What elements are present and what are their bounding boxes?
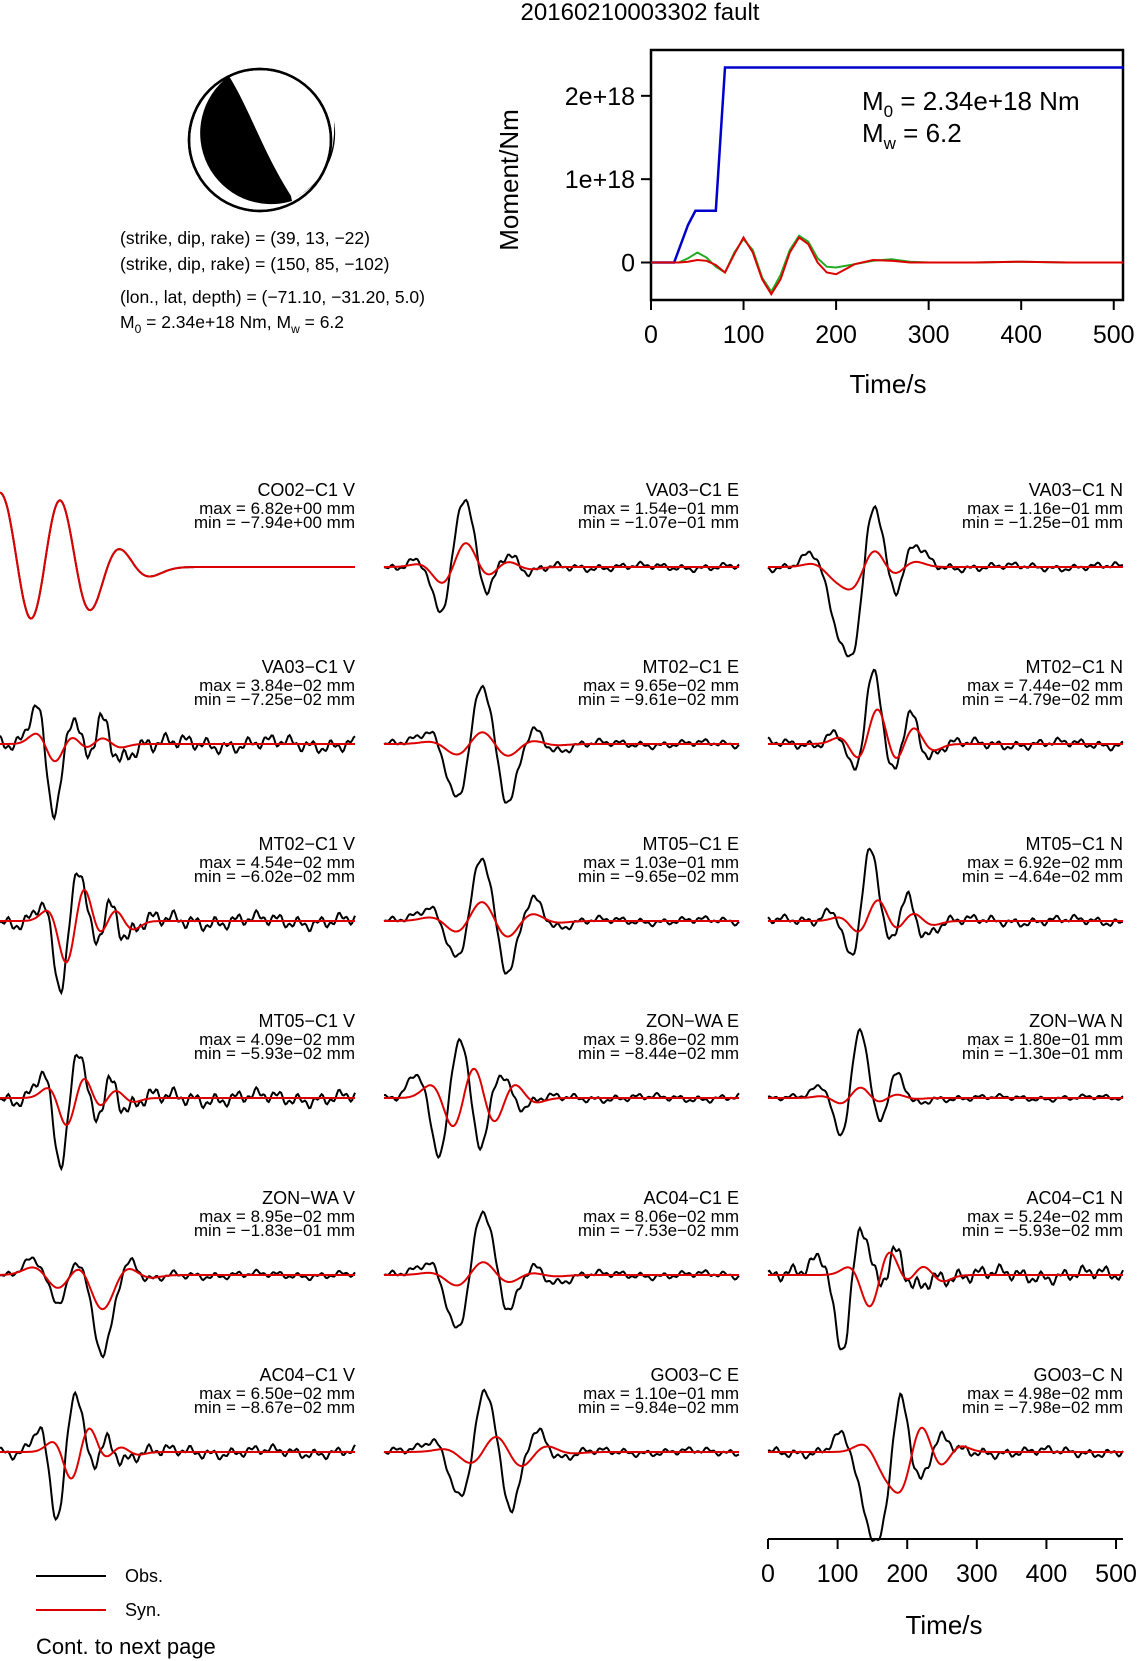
- waveform-max-label: max = 7.44e−02 mm: [967, 676, 1123, 695]
- waveform-station-label: AC04−C1 V: [259, 1365, 355, 1385]
- moment-series-2: [651, 238, 1123, 295]
- waveform-panel: [0, 1365, 355, 1519]
- waveform-xtick-label-2: 200: [886, 1560, 929, 1588]
- waveform-min-label: min = −1.07e−01 mm: [577, 513, 739, 532]
- waveform-panel: [0, 1188, 355, 1357]
- waveform-time-axis: [761, 1539, 1137, 1640]
- waveform-station-label: AC04−C1 E: [643, 1188, 739, 1208]
- moment-annotation-mw: $M_w = 6.2$: [862, 118, 962, 153]
- waveform-station-label: MT05−C1 E: [642, 834, 739, 854]
- moment-xtick-label-3: 300: [907, 321, 950, 349]
- moment-ylabel: Moment/Nm: [494, 109, 524, 251]
- waveform-panel: [0, 480, 355, 619]
- waveform-xtick-label-5: 500: [1095, 1560, 1137, 1588]
- waveform-station-label: MT05−C1 V: [258, 1011, 355, 1031]
- waveform-min-label: min = −6.02e−02 mm: [193, 867, 355, 886]
- waveform-panel: [768, 1011, 1123, 1135]
- moment-x-axis: [644, 300, 1135, 349]
- mechanism-moment: $M_0 = 2.34e+18$ Nm, $M_w = 6.2$: [120, 312, 345, 336]
- waveform-min-label: min = −4.79e−02 mm: [961, 690, 1123, 709]
- waveform-panel: [0, 1011, 355, 1169]
- waveform-station-label: VA03−C1 E: [645, 480, 739, 500]
- waveform-station-label: GO03−C E: [650, 1365, 739, 1385]
- waveform-min-label: min = −1.25e−01 mm: [961, 513, 1123, 532]
- waveform-panel: [384, 1188, 739, 1327]
- waveform-observed: [0, 874, 355, 993]
- moment-xtick-label-2: 200: [815, 321, 857, 349]
- moment-xlabel: Time/s: [849, 369, 927, 399]
- waveform-min-label: min = −7.94e+00 mm: [193, 513, 355, 532]
- waveform-min-label: min = −7.25e−02 mm: [193, 690, 355, 709]
- waveform-panel: [384, 480, 739, 612]
- waveform-station-label: GO03−C N: [1033, 1365, 1123, 1385]
- waveform-xtick-label-3: 300: [955, 1560, 998, 1588]
- waveform-xtick-label-1: 100: [816, 1560, 859, 1588]
- moment-xtick-label-1: 100: [722, 321, 765, 349]
- waveform-max-label: max = 1.16e−01 mm: [967, 499, 1123, 518]
- waveform-observed: [0, 1055, 355, 1169]
- waveform-max-label: max = 1.80e−01 mm: [967, 1030, 1123, 1049]
- waveform-min-label: min = −8.44e−02 mm: [577, 1044, 739, 1063]
- waveform-max-label: max = 4.09e−02 mm: [199, 1030, 355, 1049]
- waveform-panel: [0, 834, 355, 993]
- moment-ytick-label-0: 0: [621, 249, 635, 278]
- legend-obs-label: Obs.: [125, 1566, 164, 1586]
- mechanism-plane1: (strike, dip, rake) = (39, 13, −22): [120, 228, 370, 248]
- waveform-max-label: max = 1.10e−01 mm: [583, 1384, 739, 1403]
- moment-xtick-label-0: 0: [644, 321, 658, 349]
- waveform-station-label: VA03−C1 N: [1028, 480, 1123, 500]
- waveform-station-label: AC04−C1 N: [1026, 1188, 1123, 1208]
- moment-ytick-label-1: 1e+18: [564, 166, 635, 195]
- waveform-max-label: max = 1.54e−01 mm: [583, 499, 739, 518]
- moment-series-1: [651, 236, 1123, 292]
- waveform-max-label: max = 3.84e−02 mm: [199, 676, 355, 695]
- waveform-min-label: min = −9.61e−02 mm: [577, 690, 739, 709]
- waveform-max-label: max = 6.50e−02 mm: [199, 1384, 355, 1403]
- moment-xtick-label-5: 500: [1092, 321, 1135, 349]
- waveform-min-label: min = −4.64e−02 mm: [961, 867, 1123, 886]
- waveform-max-label: max = 5.24e−02 mm: [967, 1207, 1123, 1226]
- waveform-min-label: min = −8.67e−02 mm: [193, 1398, 355, 1417]
- waveform-station-label: MT02−C1 V: [258, 834, 355, 854]
- waveform-min-label: min = −5.93e−02 mm: [193, 1044, 355, 1063]
- waveform-synthetic: [384, 543, 739, 583]
- waveform-min-label: min = −9.84e−02 mm: [577, 1398, 739, 1417]
- waveform-panel: [768, 1365, 1123, 1541]
- waveform-panel: [768, 834, 1123, 955]
- waveform-min-label: min = −7.53e−02 mm: [577, 1221, 739, 1240]
- mechanism-location: (lon., lat, depth) = (−71.10, −31.20, 5.0): [120, 287, 425, 307]
- waveform-max-label: max = 4.98e−02 mm: [967, 1384, 1123, 1403]
- waveform-max-label: max = 9.65e−02 mm: [583, 676, 739, 695]
- footer-continued: Cont. to next page: [36, 1634, 216, 1659]
- waveform-max-label: max = 6.92e−02 mm: [967, 853, 1123, 872]
- figure-title: 20160210003302 fault: [520, 0, 760, 26]
- waveform-grid: [0, 480, 1123, 1541]
- waveform-observed: [768, 1228, 1123, 1349]
- waveform-panel: [384, 1011, 739, 1157]
- waveform-station-label: MT02−C1 E: [642, 657, 739, 677]
- waveform-min-label: min = −5.93e−02 mm: [961, 1221, 1123, 1240]
- waveform-max-label: max = 9.86e−02 mm: [583, 1030, 739, 1049]
- waveform-panel: [0, 657, 355, 818]
- waveform-panel: [768, 657, 1123, 770]
- waveform-max-label: max = 1.03e−01 mm: [583, 853, 739, 872]
- waveform-station-label: CO02−C1 V: [257, 480, 355, 500]
- waveform-observed: [0, 1258, 355, 1358]
- moment-xtick-label-4: 400: [1000, 321, 1043, 349]
- legend-syn-label: Syn.: [125, 1600, 162, 1620]
- moment-annotation-m0: $M_0 = 2.34e+18$ Nm: [862, 86, 1080, 121]
- waveform-min-label: min = −9.65e−02 mm: [577, 867, 739, 886]
- waveform-panel: [384, 657, 739, 803]
- waveform-xtick-label-4: 400: [1025, 1560, 1068, 1588]
- moment-ytick-label-2: 2e+18: [564, 82, 635, 111]
- waveform-max-label: max = 4.54e−02 mm: [199, 853, 355, 872]
- waveform-min-label: min = −1.30e−01 mm: [961, 1044, 1123, 1063]
- waveform-panel: [768, 1188, 1123, 1349]
- waveform-observed: [0, 706, 355, 819]
- waveform-station-label: ZON−WA N: [1029, 1011, 1123, 1031]
- waveform-max-label: max = 6.82e+00 mm: [199, 499, 355, 518]
- waveform-panel: [768, 480, 1123, 656]
- moment-rate-panel: [494, 50, 1135, 399]
- waveform-station-label: ZON−WA V: [262, 1188, 355, 1208]
- legend: [36, 1566, 216, 1659]
- waveform-min-label: min = −1.83e−01 mm: [193, 1221, 355, 1240]
- waveform-panel: [384, 834, 739, 974]
- waveform-station-label: ZON−WA E: [646, 1011, 739, 1031]
- waveform-xtick-label-0: 0: [761, 1560, 775, 1588]
- waveform-synthetic: [384, 1069, 739, 1126]
- waveform-synthetic: [768, 900, 1123, 931]
- waveform-max-label: max = 8.06e−02 mm: [583, 1207, 739, 1226]
- mechanism-plane2: (strike, dip, rake) = (150, 85, −102): [120, 254, 390, 274]
- waveform-station-label: MT02−C1 N: [1025, 657, 1123, 677]
- waveform-max-label: max = 8.95e−02 mm: [199, 1207, 355, 1226]
- waveform-xlabel: Time/s: [905, 1610, 983, 1640]
- focal-mechanism-beachball: [189, 69, 335, 211]
- moment-y-axis: [565, 83, 651, 278]
- waveform-station-label: VA03−C1 V: [261, 657, 355, 677]
- waveform-station-label: MT05−C1 N: [1025, 834, 1123, 854]
- waveform-min-label: min = −7.98e−02 mm: [961, 1398, 1123, 1417]
- waveform-panel: [384, 1365, 739, 1512]
